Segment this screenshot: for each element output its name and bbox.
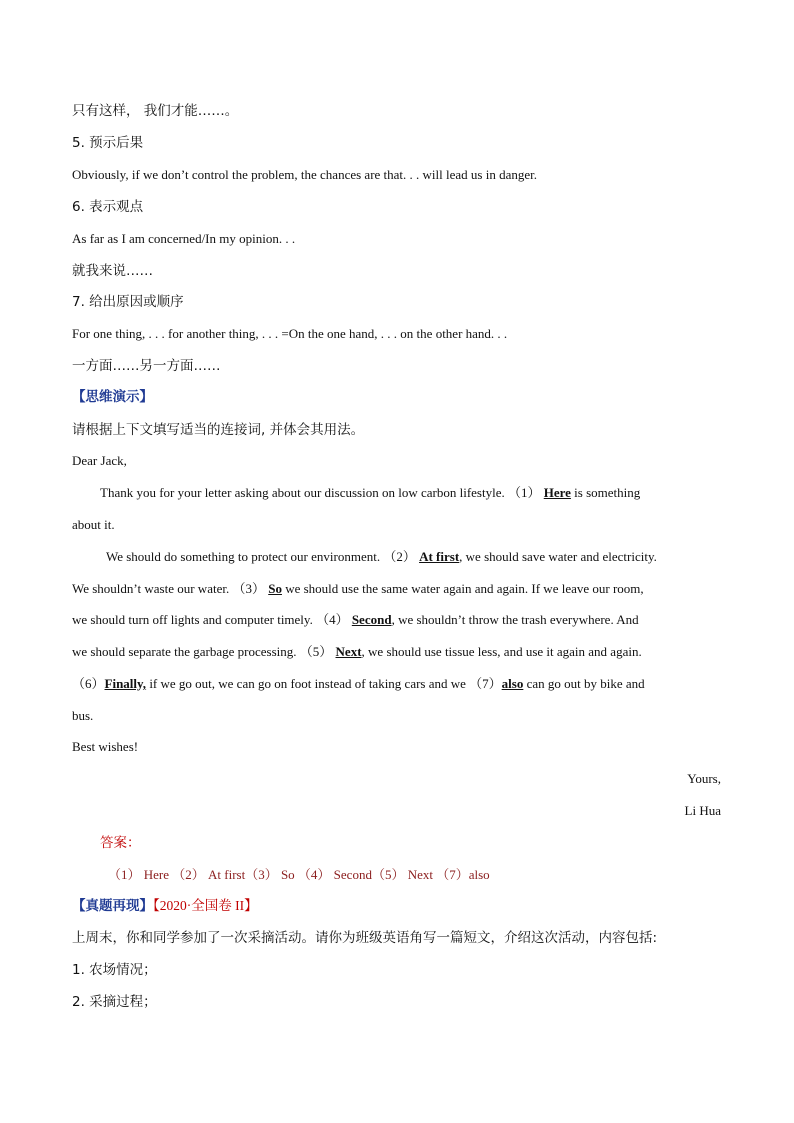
- letter-text: we should use the same water again and again. If we leave our room,: [281, 581, 644, 596]
- letter-closing: Best wishes!: [72, 739, 139, 754]
- letter-line: [72, 675, 722, 693]
- exam-heading: [72, 897, 722, 915]
- text-line: 一方面……另一方面……: [72, 358, 221, 374]
- letter-text: we should turn off lights and computer timely. （4）: [72, 612, 349, 627]
- text-line: Obviously, if we don’t control the problem, the chances are that. . . will lead us in danger.: [72, 167, 537, 182]
- letter-line: [72, 643, 722, 661]
- letter-line: [100, 484, 722, 502]
- letter-text: can go out by bike and: [523, 676, 645, 691]
- filled-blank: Second: [351, 612, 392, 627]
- letter-text: We should do something to protect our environment. （2）: [106, 549, 416, 564]
- text-line: As far as I am concerned/In my opinion. . .: [72, 231, 296, 246]
- exam-source: 【2020·全国卷 II】: [153, 898, 258, 913]
- section-heading: 5. 预示后果: [72, 135, 144, 151]
- letter-line: [72, 580, 722, 598]
- filled-blank: At first: [419, 549, 460, 564]
- text-line: 就我来说……: [72, 263, 153, 279]
- letter-line: about it.: [72, 517, 115, 532]
- letter-text: we should separate the garbage processing. （5）: [72, 644, 333, 659]
- filled-blank: Next: [335, 644, 362, 659]
- exam-item: 2. 采摘过程；: [72, 994, 157, 1010]
- letter-yours: Yours,: [687, 771, 721, 786]
- letter-text: Thank you for your letter asking about our discussion on low carbon lifestyle. （1）: [100, 485, 541, 500]
- section-heading: 7. 给出原因或顺序: [72, 294, 184, 310]
- letter-text: We shouldn’t waste our water. （3）: [72, 581, 265, 596]
- exam-item: 1. 农场情况；: [72, 962, 157, 978]
- section-heading: 6. 表示观点: [72, 199, 144, 215]
- letter-signature: Li Hua: [684, 803, 721, 818]
- answer-list: （1） Here （2） At first（3） So （4） Second（5） Next （7）also: [108, 867, 490, 882]
- exam-prompt: 上周末，你和同学参加了一次采摘活动。请你为班级英语角写一篇短文，介绍这次活动，内容包括:: [72, 930, 658, 946]
- letter-text: （6）: [72, 676, 105, 691]
- letter-line: [106, 548, 722, 566]
- letter-salutation: Dear Jack,: [72, 453, 127, 468]
- filled-blank: Finally,: [104, 676, 147, 691]
- instruction: 请根据上下文填写适当的连接词, 并体会其用法。: [72, 422, 365, 438]
- letter-line: bus.: [72, 708, 94, 723]
- text-line: For one thing, . . . for another thing, . . . =On the one hand, . . . on the other hand. . .: [72, 326, 508, 341]
- letter-line: [72, 611, 722, 629]
- letter-text: if we go out, we can go on foot instead of taking cars and we （7）: [146, 676, 502, 691]
- letter-text: , we should use tissue less, and use it again and again.: [361, 644, 642, 659]
- text-line: 只有这样， 我们才能……。: [72, 103, 239, 119]
- letter-text: , we shouldn’t throw the trash everywhere. And: [391, 612, 639, 627]
- filled-blank: So: [268, 581, 282, 596]
- section-tag-exam: 【真题再现】: [72, 898, 153, 914]
- letter-text: is something: [570, 485, 641, 500]
- filled-blank: also: [501, 676, 524, 691]
- letter-text: , we should save water and electricity.: [459, 549, 657, 564]
- section-tag-demo: 【思维演示】: [72, 389, 153, 405]
- filled-blank: Here: [543, 485, 571, 500]
- answer-label: 答案：: [100, 835, 141, 851]
